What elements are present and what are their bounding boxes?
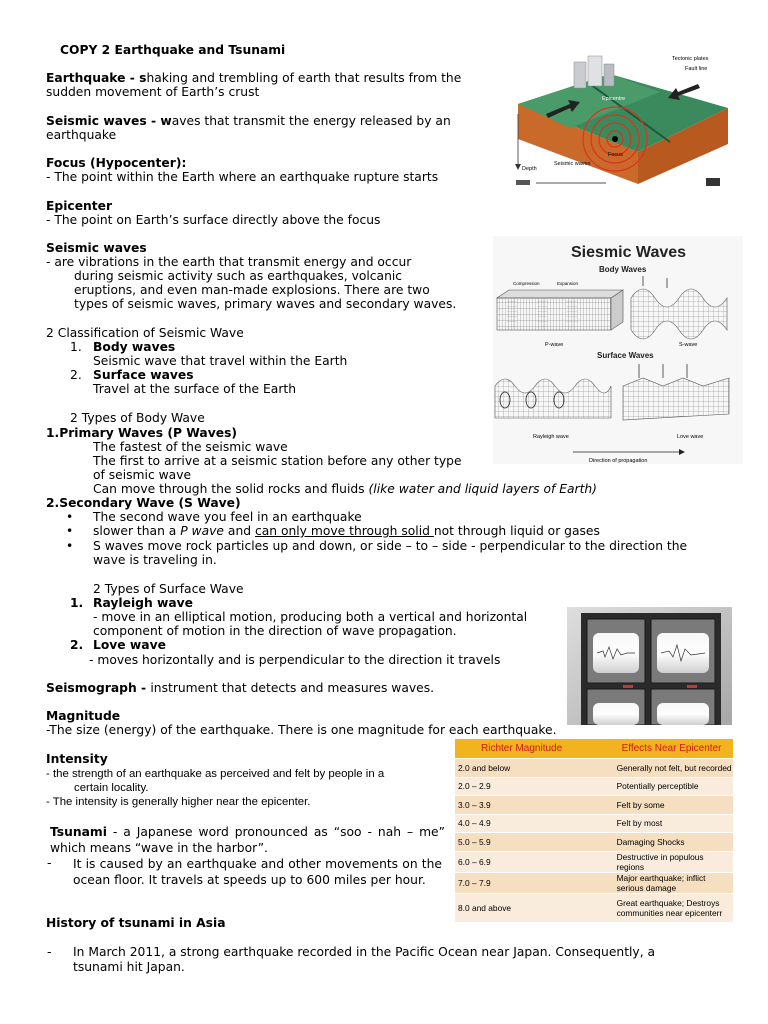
seismic-def-line1: aves that transmit the energy released by an <box>171 114 451 128</box>
fig2-rayleigh: Rayleigh wave <box>533 434 569 440</box>
b2-part: can only move through solid <box>254 524 434 538</box>
history-line2: tsunami hit Japan. <box>73 960 185 974</box>
page-title: COPY 2 Earthquake and Tsunami <box>60 43 286 57</box>
earthquake-definition <box>46 71 461 85</box>
seismograph-definition <box>46 681 434 695</box>
history-heading: History of tsunami in Asia <box>46 916 226 930</box>
fig2-title: Siesmic Waves <box>571 244 687 261</box>
table-header-row <box>455 739 733 759</box>
classification-heading: 2 Classification of Seismic Wave <box>46 326 244 340</box>
primary-last-italic: (like water and liquid layers of Earth) <box>368 482 597 496</box>
earthquake-def-line1: haking and trembling of earth that results from the <box>146 71 462 85</box>
fig-label-depth: Depth <box>522 166 537 172</box>
primary-line: The first to arrive at a seismic station before any other type <box>93 454 462 468</box>
table-row <box>455 814 733 833</box>
rayleigh-line2: component of motion in the direction of wave propagation. <box>93 624 457 638</box>
magnitude-cell: 4.0 – 4.9 <box>455 814 614 833</box>
primary-last-text: Can move through the solid rocks and fluids <box>93 482 369 496</box>
secondary-bullet-1: The second wave you feel in an earthquake <box>93 510 362 524</box>
magnitude-cell: 2.0 – 2.9 <box>455 777 614 796</box>
seismic2-line: - are vibrations in the earth that transmit energy and occur <box>46 255 412 269</box>
primary-line: of seismic wave <box>93 468 192 482</box>
effect-cell: Major earthquake; inflict serious damage <box>614 872 733 893</box>
secondary-wave-heading: 2.Secondary Wave (S Wave) <box>46 496 241 510</box>
seismograph-term: Seismograph - <box>46 681 151 695</box>
primary-line <box>93 482 597 496</box>
seismic-waves-heading: Seismic waves <box>46 241 147 255</box>
source-line <box>536 182 606 184</box>
magnitude-def: -The size (energy) of the earthquake. There is one magnitude for each earthquake. <box>46 723 557 737</box>
effect-cell: Damaging Shocks <box>614 833 733 852</box>
fig-label-fault: Fault line <box>685 66 708 72</box>
effect-cell: Great earthquake; Destroys communities near epicenterr <box>614 893 733 922</box>
surface-waves-label: Surface waves <box>93 368 194 382</box>
effect-cell: Potentially perceptible <box>614 777 733 796</box>
bullet-icon: • <box>66 524 74 538</box>
table-row <box>455 759 733 778</box>
secondary-bullet-2 <box>93 524 600 538</box>
tsunami-cause: It is caused by an earthquake and other movements on the ocean floor. It travels at speeds up to 600 miles per hour. <box>73 857 442 887</box>
magnitude-cell: 7.0 – 7.9 <box>455 872 614 893</box>
epicenter-def: - The point on Earth’s surface directly above the focus <box>46 213 381 227</box>
richter-table <box>455 739 733 922</box>
fig-label-plates: Tectonic plates <box>672 56 709 62</box>
seismograph-def: instrument that detects and measures waves. <box>150 681 435 695</box>
magnitude-cell: 5.0 – 5.9 <box>455 833 614 852</box>
fig2-surface: Surface Waves <box>597 351 654 360</box>
list-number: 1. <box>70 596 84 610</box>
b2-part: and <box>224 524 255 538</box>
effect-cell: Destructive in populous regions <box>614 851 733 872</box>
secondary-bullet-3: S waves move rock particles up and down, or side – to – side - perpendicular to the direction the <box>93 539 688 553</box>
magnitude-term: Magnitude <box>46 709 121 723</box>
body-types-heading: 2 Types of Body Wave <box>70 411 205 425</box>
license-badge <box>516 180 530 185</box>
fig2-pwave: P-wave <box>545 342 564 348</box>
richter-table-container <box>455 739 733 922</box>
bullet-icon: • <box>66 539 74 553</box>
fig-label-focus: Focus <box>608 152 623 158</box>
tsunami-term: Tsunami <box>50 825 107 839</box>
effect-cell: Felt by some <box>614 796 733 815</box>
intensity-line2: certain locality. <box>74 782 149 794</box>
seismic-waves-term: Seismic waves - w <box>46 114 172 128</box>
p-wave-block <box>497 290 623 330</box>
b2-part: not through liquid or gases <box>433 524 600 538</box>
secondary-bullet-3b: wave is traveling in. <box>93 553 217 567</box>
fig2-direction: Direction of propagation <box>589 458 648 464</box>
history-line1: In March 2011, a strong earthquake recorded in the Pacific Ocean near Japan. Consequently, a <box>73 945 656 959</box>
effect-cell: Felt by most <box>614 814 733 833</box>
intensity-line1: - the strength of an earthquake as perceived and felt by people in a <box>46 768 385 780</box>
table-row <box>455 893 733 922</box>
magnitude-cell: 2.0 and below <box>455 759 614 778</box>
primary-waves-heading: 1.Primary Waves (P Waves) <box>46 426 238 440</box>
dash-bullet: - <box>47 856 52 870</box>
body-waves-label: Body waves <box>93 340 176 354</box>
fig2-body: Body Waves <box>599 265 647 274</box>
body-waves-desc: Seismic wave that travel within the Earth <box>93 354 348 368</box>
table-row <box>455 777 733 796</box>
bullet-icon: • <box>66 510 74 524</box>
tsunami-definition <box>50 824 445 856</box>
intensity-line3: - The intensity is generally higher near the epicenter. <box>46 796 311 808</box>
primary-line: The fastest of the seismic wave <box>93 440 288 454</box>
fig-label-epicentre: Epicentre <box>602 96 626 102</box>
fig2-expansion: Expansion <box>557 281 579 286</box>
fig2-compression: Compression <box>513 281 540 286</box>
earthquake-diagram <box>510 44 736 192</box>
table-row <box>455 796 733 815</box>
focus-term: Focus (Hypocenter): <box>46 156 187 170</box>
intensity-term: Intensity <box>46 752 108 766</box>
seismic-def-line2: earthquake <box>46 128 117 142</box>
seismic-waves-diagram <box>493 236 743 464</box>
fig2-love: Love wave <box>677 434 704 440</box>
rayleigh-line1: - move in an elliptical motion, producing both a vertical and horizontal <box>93 610 528 624</box>
publisher-logo <box>706 178 720 186</box>
table-row <box>455 851 733 872</box>
focus-def: - The point within the Earth where an earthquake rupture starts <box>46 170 439 184</box>
seismic-waves-definition <box>46 114 451 128</box>
seismic2-line: during seismic activity such as earthquakes, volcanic <box>74 269 403 283</box>
dash-bullet: - <box>47 945 52 959</box>
list-number: 1. <box>70 340 82 354</box>
b2-part: P wave <box>180 524 224 538</box>
seismograph-photo <box>567 607 732 725</box>
tsunami-def: - a Japanese word pronounced as “soo - nah – me” which means “wave in the harbor”. <box>50 825 445 855</box>
epicenter-term: Epicenter <box>46 199 113 213</box>
rayleigh-label: Rayleigh wave <box>93 596 194 610</box>
magnitude-cell: 8.0 and above <box>455 893 614 922</box>
love-label: Love wave <box>93 638 166 652</box>
seismic2-line: eruptions, and even man-made explosions. There are two <box>74 283 430 297</box>
magnitude-cell: 6.0 – 6.9 <box>455 851 614 872</box>
fig2-swave: S-wave <box>679 342 698 348</box>
seismic2-line: types of seismic waves, primary waves and secondary waves. <box>74 297 457 311</box>
list-number: 2. <box>70 368 82 382</box>
magnitude-cell: 3.0 – 3.9 <box>455 796 614 815</box>
surface-waves-desc: Travel at the surface of the Earth <box>93 382 297 396</box>
header-effects: Effects Near Epicenter <box>614 739 733 759</box>
love-line1: - moves horizontally and is perpendicular to the direction it travels <box>89 653 501 667</box>
fig-label-seismic: Seismic waves <box>554 161 591 167</box>
list-number: 2. <box>70 638 84 652</box>
table-row <box>455 872 733 893</box>
rayleigh-block <box>495 379 611 418</box>
earthquake-term: Earthquake - s <box>46 71 147 85</box>
earthquake-def-line2: sudden movement of Earth’s crust <box>46 85 260 99</box>
header-richter: Richter Magnitude <box>455 739 614 759</box>
table-row <box>455 833 733 852</box>
surface-types-heading: 2 Types of Surface Wave <box>93 582 244 596</box>
b2-part: slower than a <box>93 524 181 538</box>
effect-cell: Generally not felt, but recorded <box>614 759 733 778</box>
